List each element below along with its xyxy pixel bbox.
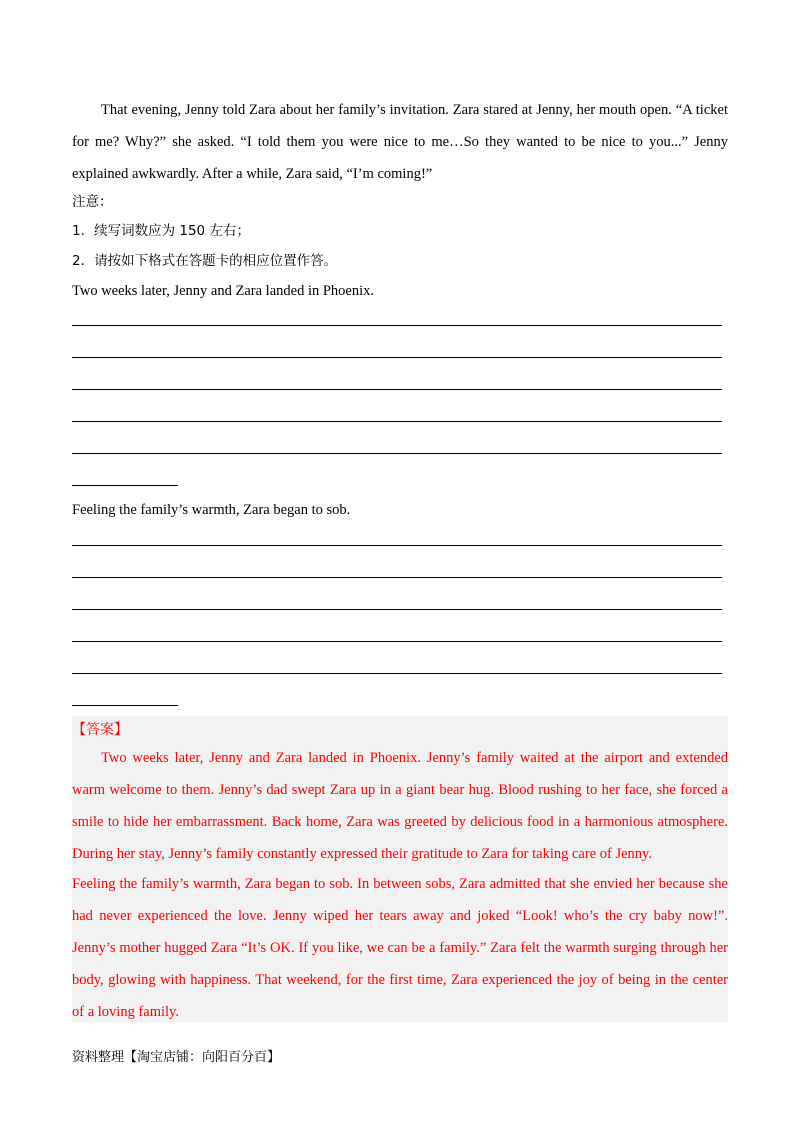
answer-paragraph-2: Feeling the family’s warmth, Zara began to sob. In between sobs, Zara admitted that she envied her because she had never experienced the love. Jenny wiped her tears away and joked “Look! who’s the cry baby now!”. Jenny’s mother hugged Zara “It’s OK. If you like, we can be a family.” Zara felt the warmth surging through her body, glowing with happiness. That weekend, for the first time, Zara experienced the joy of being in the center of a loving family. <box>72 876 728 1020</box>
answer-line <box>72 641 722 642</box>
answer-line <box>72 357 722 358</box>
answer-line <box>72 609 722 610</box>
continuation-prompt-2: Feeling the family’s warmth, Zara began to sob. <box>72 502 351 518</box>
intro-paragraph: That evening, Jenny told Zara about her family’s invitation. Zara stared at Jenny, her mouth open. “A ticket for me? Why?” she asked. “I told them you were nice to me…So they wanted to be nice to you...” Jenny explained awkwardly. After a while, Zara said, “I’m coming!” <box>72 102 728 182</box>
answer-label: 【答案】 <box>72 722 128 738</box>
answer-line-short <box>72 705 178 706</box>
answer-line <box>72 577 722 578</box>
answer-line <box>72 673 722 674</box>
answer-line <box>72 325 722 326</box>
notes-item-2: 2．请按如下格式在答题卡的相应位置作答。 <box>72 253 338 269</box>
continuation-prompt-1: Two weeks later, Jenny and Zara landed in Phoenix. <box>72 283 375 299</box>
answer-line-short <box>72 485 178 486</box>
answer-line <box>72 545 722 546</box>
answer-paragraph-1: Two weeks later, Jenny and Zara landed in Phoenix. Jenny’s family waited at the airport and extended warm welcome to them. Jenny’s dad swept Zara up in a giant bear hug. Blood rushing to her face, she forced a smile to hide her embarrassment. Back home, Zara was greeted by delicious food in a harmonious atmosphere. During her stay, Jenny’s family constantly expressed their gratitude to Zara for taking care of Jenny. <box>72 750 728 862</box>
notes-item-1: 1．续写词数应为 150 左右； <box>72 223 250 239</box>
answer-line <box>72 389 722 390</box>
notes-heading: 注意： <box>72 194 113 210</box>
answer-line <box>72 453 722 454</box>
answer-line <box>72 421 722 422</box>
footer-source: 资料整理【淘宝店铺：向阳百分百】 <box>72 1050 281 1065</box>
